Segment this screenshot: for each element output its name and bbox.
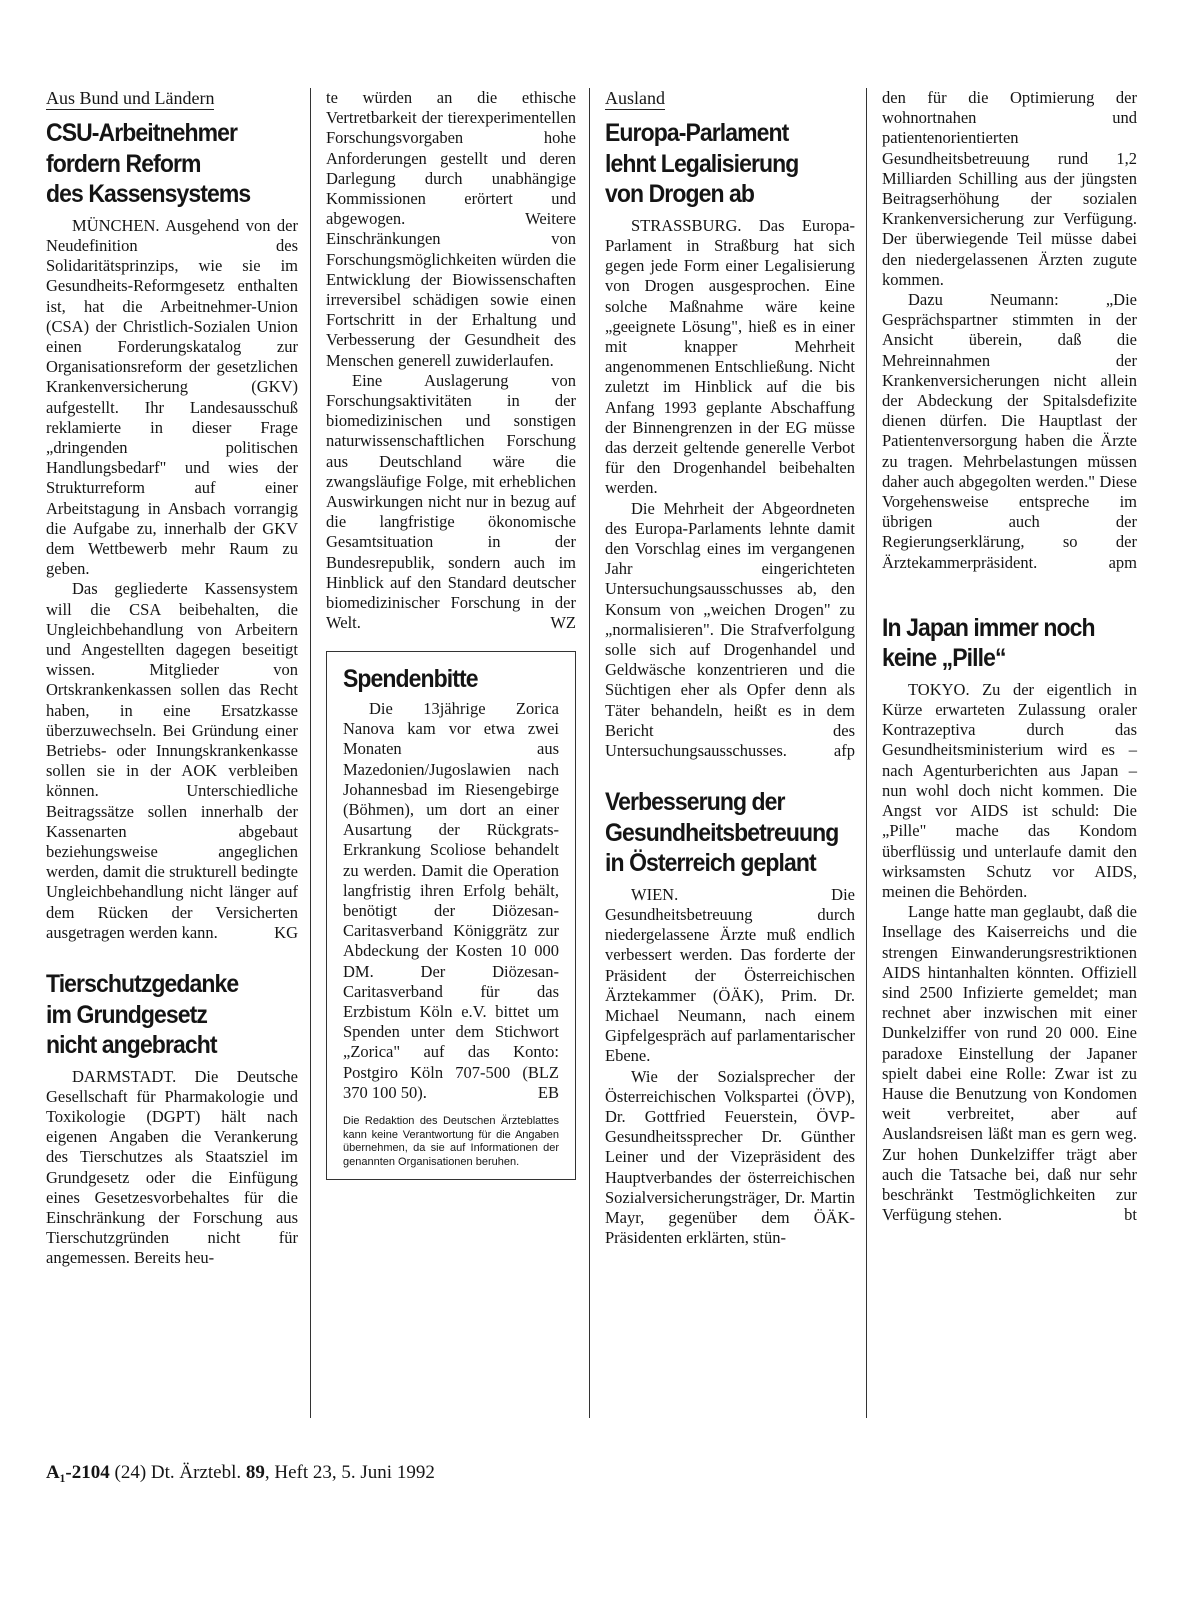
author-signature: afp bbox=[833, 740, 855, 760]
column-2 bbox=[326, 88, 576, 1180]
article-europa bbox=[605, 118, 855, 761]
author-signature: bt bbox=[1124, 1205, 1137, 1225]
column-3 bbox=[605, 88, 855, 1248]
paragraph: Die Mehrheit der Abgeordneten des Europa-Parlaments lehnte damit den Vorschlag eines im vergangenen Jahr eingerichteten Untersuchungsausschusses ab, den Konsum von „weichen Drogen" zu „normalisieren". Die Strafverfolgung solle sich auf Drogenhandel und Geldwäsche konzentrieren und die Süchtigen eher als Opfer denn als Täter behandeln, heißt es in dem Bericht des Untersuchungsausschusses. afp bbox=[605, 498, 855, 760]
paragraph: MÜNCHEN. Ausgehend von der Neudefinition des Solidaritätsprinzips, wie sie im Gesundheits-Reformgesetz enthalten ist, hat die Arbeitnehmer-Union (CSA) der Christlich-Sozialen Union einen Forderungskatalog zur Organisationsreform der gesetzlichen Krankenversicherung (GKV) aufgestellt. Ihr Landesausschuß reklamierte in dieser Frage „dringenden politischen Handlungsbedarf" und wies der Strukturreform auf einer Arbeitstagung in Ansbach vorrangig die Aufgabe zu, innerhalb der GKV dem Wettbewerb mehr Raum zu geben. bbox=[46, 215, 298, 579]
headline: CSU-Arbeitnehmer fordern Reform des Kassensystems bbox=[46, 119, 251, 209]
article-japan bbox=[882, 613, 1137, 1225]
headline: Tierschutzgedanke im Grundgesetz nicht angebracht bbox=[46, 970, 239, 1060]
paragraph: STRASSBURG. Das Europa-Parlament in Straßburg hat sich gegen jede Form einer Legalisierung von Drogen ausgesprochen. Eine solche Maßnahme wäre keine „geeignete Lösung", hieß es in einer mit knapper Mehrheit angenommenen Entschließung. Nicht zuletzt im Hinblick auf die bis Anfang 1993 geplante Abschaffung der Binnengrenzen in der EG müsse das derzeit geltende generelle Verbot für den Drogenhandel beibehalten werden. bbox=[605, 215, 855, 498]
article-tierschutz bbox=[46, 969, 298, 1269]
paragraph: Die 13jährige Zorica Nanova kam vor etwa zwei Monaten aus Mazedonien/Jugoslawien nach Johannesbad im Riesengebirge (Böhmen), um dort an einer Ausartung der Rückgrats-Erkrankung Scoliose behandelt zu werden. Damit die Operation langfristig ihren Erfolg behält, benötigt der Diözesan-Caritasverband Königgrätz zur Abdeckung der Kosten 10 000 DM. Der Diözesan-Caritasverband für das Erzbistum Köln e.V. bittet um Spenden unter dem Stichwort „Zorica" auf das Konto: Postgiro Köln 707-500 (BLZ 370 100 50). EB bbox=[343, 698, 559, 1102]
paragraph: Wie der Sozialsprecher der Österreichischen Volkspartei (ÖVP), Dr. Gottfried Feuerstein, ÖVP-Gesundheitssprecher Dr. Günther Leiner und der Vizepräsident des Hauptverbandes der österreichischen Sozialversicherungsträger, Dr. Martin Mayr, gegenüber dem ÖÄK-Präsidenten erklärten, stün- bbox=[605, 1066, 855, 1248]
author-signature: EB bbox=[537, 1082, 559, 1102]
article-oesterreich bbox=[605, 787, 855, 1248]
column-4 bbox=[882, 88, 1137, 1225]
article-csu bbox=[46, 118, 298, 943]
paragraph: Dazu Neumann: „Die Gesprächspartner stimmten in der Ansicht überein, daß die Mehreinnahmen der Krankenversicherungen nicht allein der Abdeckung der Spitalsdefizite dienen dürfen. Die Hauptlast der Patientenversorgung haben die Ärzte zu tragen. Mehrbelastungen müssen daher auch abgegolten werden." Diese Vorgehensweise entspreche im übrigen auch der Regierungserklärung, so der Ärztekammerpräsident. apm bbox=[882, 290, 1137, 572]
paragraph: Eine Auslagerung von Forschungsaktivitäten in der biomedizinischen und sonstigen naturwissenschaftlichen Forschung aus Deutschland wäre die zwangsläufige Folge, mit erheblichen Auswirkungen nicht nur in bezug auf die langfristige ökonomische Gesamtsituation in der Bundesrepublik, sondern auch im Hinblick auf den Standard deutscher biomedizinischer Forschung in der Welt. WZ bbox=[326, 370, 576, 633]
page-footer bbox=[46, 1462, 435, 1484]
column-rule bbox=[866, 88, 867, 1418]
paragraph: den für die Optimierung der wohnortnahen und patientenorientierten Gesundheitsbetreuung rund 1,2 Milliarden Schilling aus der jüngsten Beitragserhöhung der sozialen Krankenversicherung zur Verfügung. Der überwiegende Teil müsse dabei den niedergelassenen Ärzten zugute kommen. bbox=[882, 88, 1137, 289]
disclaimer: Die Redaktion des Deutschen Ärzteblattes kann keine Verantwortung für die Angaben übernehmen, da sie auf Informationen der genannten Organisationen beruhen. bbox=[343, 1115, 559, 1168]
section-label: Aus Bund und Ländern bbox=[46, 88, 214, 110]
column-rule bbox=[310, 88, 311, 1418]
headline: Verbesserung der Gesundheitsbetreuung in Österreich geplant bbox=[605, 788, 839, 878]
column-1 bbox=[46, 88, 298, 1269]
author-signature: apm bbox=[1108, 552, 1137, 572]
section-label: Ausland bbox=[605, 88, 665, 110]
paragraph: te würden an die ethische Vertretbarkeit der tierexperimentellen Forschungsvorgaben hohe Anforderungen gestellt und deren Darlegung durch unabhängige Kommissionen erörtert und abgewogen. Weitere Einschränkungen von Forschungsmöglichkeiten würden die Entwicklung der Biowissenschaften irreversibel schädigen sowie einen Fortschritt in der Erhaltung und Verbesserung der Gesundheit des Menschen generell zuwiderlaufen. bbox=[326, 88, 576, 370]
author-signature: WZ bbox=[550, 613, 576, 633]
paragraph: TOKYO. Zu der eigentlich in Kürze erwarteten Zulassung oraler Kontrazeptiva durch das Gesundheitsministerium wird es – nach Agenturberichten aus Japan – nun wohl doch nicht kommen. Die Angst vor AIDS ist schuld: Die „Pille" mache das Kondom überflüssig und unterlaufe damit den wirksamsten Schutz vor AIDS, meinen die Behörden. bbox=[882, 679, 1137, 901]
headline: In Japan immer noch keine „Pille“ bbox=[882, 613, 1095, 673]
column-rule bbox=[589, 88, 590, 1418]
issue-date: , Heft 23, 5. Juni 1992 bbox=[264, 1462, 435, 1483]
headline: Europa-Parlament lehnt Legalisierung von Drogen ab bbox=[605, 119, 799, 209]
page-id: A₁-2104 bbox=[46, 1462, 110, 1483]
donation-box bbox=[326, 651, 576, 1180]
paragraph: Das gegliederte Kassensystem will die CSA beibehalten, die Ungleichbehandlung von Arbeitern und Angestellten dagegen beseitigt wissen. Mitglieder von Ortskrankenkassen sollen das Recht haben, in eine Ersatzkasse überzuwechseln. Bei Gründung einer Betriebs- oder Innungskrankenkasse sollen sie in der AOK verbleiben können. Unterschiedliche Beitragssätze sollen innerhalb der Kassenarten abgebaut beziehungsweise angeglichen werden, damit die strukturell bedingte Ungleichbehandlung nicht länger auf dem Rücken der Versicherten ausgetragen werden kann. KG bbox=[46, 579, 298, 942]
paragraph: Lange hatte man geglaubt, daß die Insellage des Kaiserreichs und die strengen Einwanderungsrestriktionen AIDS hintanhalten könnten. Offiziell sind 2500 Infizierte gemeldet; man rechnet aber inzwischen mit einer Dunkelziffer von rund 20 000. Eine paradoxe Einstellung der Japaner spielt dabei eine Rolle: Zwar ist zu Hause die Benutzung von Kondomen weit verbreitet, aber auf Auslandsreisen läßt man es gern weg. Zur hohen Dunkelziffer trägt aber auch die Tatsache bei, daß nur sehr beschränkt Testmöglichkeiten zur Verfügung stehen. bt bbox=[882, 902, 1137, 1225]
journal-ref: (24) Dt. Ärztebl. bbox=[114, 1462, 242, 1483]
headline: Spendenbitte bbox=[343, 665, 478, 694]
volume: 89 bbox=[245, 1462, 265, 1483]
paragraph: DARMSTADT. Die Deutsche Gesellschaft für Pharmakologie und Toxikologie (DGPT) hält nach eigenen Angaben die Verankerung des Tierschutzes als Staatsziel im Grundgesetz oder die Einfügung eines Gesetzesvorbehaltes für die Einschränkung der Forschung aus Tierschutzgründen nicht für angemessen. Bereits heu- bbox=[46, 1066, 298, 1268]
author-signature: KG bbox=[274, 922, 298, 942]
paragraph: WIEN. Die Gesundheitsbetreuung durch niedergelassene Ärzte muß endlich verbessert werden. Das forderte der Präsident der Österreichischen Ärztekammer (ÖÄK), Prim. Dr. Michael Neumann, nach einem Gipfelgespräch auf parlamentarischer Ebene. bbox=[605, 884, 855, 1066]
